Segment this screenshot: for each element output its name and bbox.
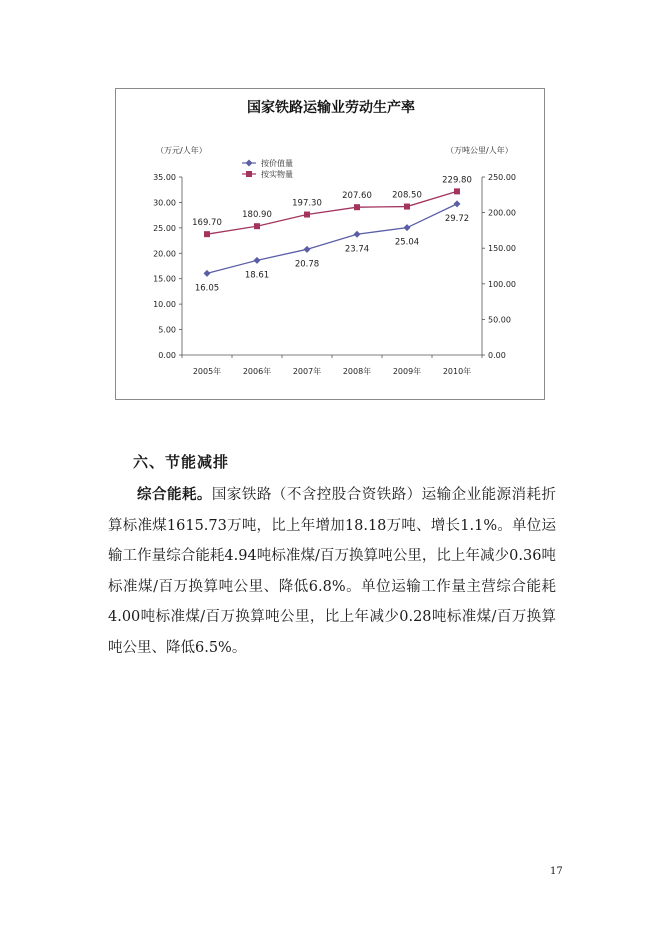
diamond-marker — [204, 270, 211, 277]
square-marker — [246, 171, 252, 177]
x-tick-label: 2005年 — [192, 367, 222, 376]
labor-productivity-chart — [116, 89, 546, 401]
x-tick-label: 2010年 — [442, 367, 472, 376]
square-marker — [204, 231, 210, 237]
legend-label: 按价值量 — [261, 159, 293, 168]
diamond-marker — [454, 200, 461, 207]
data-label: 23.74 — [344, 244, 370, 255]
x-tick-label: 2009年 — [392, 367, 422, 376]
legend-label: 按实物量 — [261, 170, 293, 179]
square-marker — [354, 204, 360, 210]
body-paragraph — [108, 480, 556, 663]
section-heading: 六、节能减排 — [133, 453, 230, 471]
x-tick-label: 2007年 — [292, 367, 322, 376]
chart-frame — [115, 88, 545, 400]
left-tick-label: 35.00 — [153, 173, 176, 182]
data-label: 207.60 — [342, 191, 372, 202]
right-tick-label: 0.00 — [488, 351, 506, 360]
data-label: 229.80 — [442, 175, 472, 186]
right-axis-unit: （万吨公里/人年） — [446, 146, 513, 155]
diamond-marker — [246, 160, 253, 167]
right-tick-label: 150.00 — [488, 244, 516, 254]
data-label: 25.04 — [394, 237, 420, 248]
data-label: 180.90 — [242, 210, 272, 221]
data-label: 20.78 — [294, 259, 320, 270]
right-tick-label: 50.00 — [488, 315, 511, 325]
body-lead: 综合能耗。 — [137, 487, 212, 503]
left-tick-label: 30.00 — [153, 198, 176, 208]
left-tick-label: 10.00 — [153, 300, 176, 310]
left-tick-label: 15.00 — [153, 274, 176, 284]
series-lines — [192, 175, 472, 293]
square-marker — [304, 212, 310, 218]
legend — [242, 158, 293, 179]
left-tick-label: 0.00 — [158, 351, 176, 360]
data-label: 197.30 — [292, 198, 322, 209]
data-label: 208.50 — [392, 190, 422, 201]
left-axis-unit: （万元/人年） — [156, 146, 207, 155]
left-tick-label: 5.00 — [158, 325, 176, 335]
data-label: 16.05 — [194, 283, 220, 294]
square-marker — [254, 223, 260, 229]
x-tick-label: 2006年 — [242, 367, 272, 376]
body-text: 国家铁路（不含控股合资铁路）运输企业能源消耗折算标准煤1615.73万吨，比上年增加18.18万吨、增长1.1%。单位运输工作量综合能耗4.94吨标准煤/百万换算吨公里，比上年减少0.36吨标准煤/百万换算吨公里、降低6.8%。单位运输工作量主营综合能耗4.00吨标准煤/百万换算吨公里，比上年减少0.28吨标准煤/百万换算吨公里、降低6.5%。 — [108, 487, 557, 656]
left-tick-label: 20.00 — [153, 249, 176, 259]
diamond-marker — [354, 231, 361, 238]
x-tick-label: 2008年 — [342, 367, 372, 376]
data-label: 169.70 — [192, 218, 222, 229]
square-marker — [404, 204, 410, 210]
right-tick-label: 200.00 — [488, 208, 516, 218]
diamond-marker — [404, 224, 411, 231]
diamond-marker — [254, 257, 261, 264]
data-label: 18.61 — [244, 270, 270, 281]
diamond-marker — [304, 246, 311, 253]
page-number: 17 — [550, 866, 563, 877]
chart-title: 国家铁路运输业劳动生产率 — [247, 100, 415, 116]
left-tick-label: 25.00 — [153, 223, 176, 233]
right-tick-label: 250.00 — [488, 173, 516, 182]
right-tick-label: 100.00 — [488, 279, 516, 289]
square-marker — [454, 188, 460, 194]
data-label: 29.72 — [444, 213, 470, 224]
